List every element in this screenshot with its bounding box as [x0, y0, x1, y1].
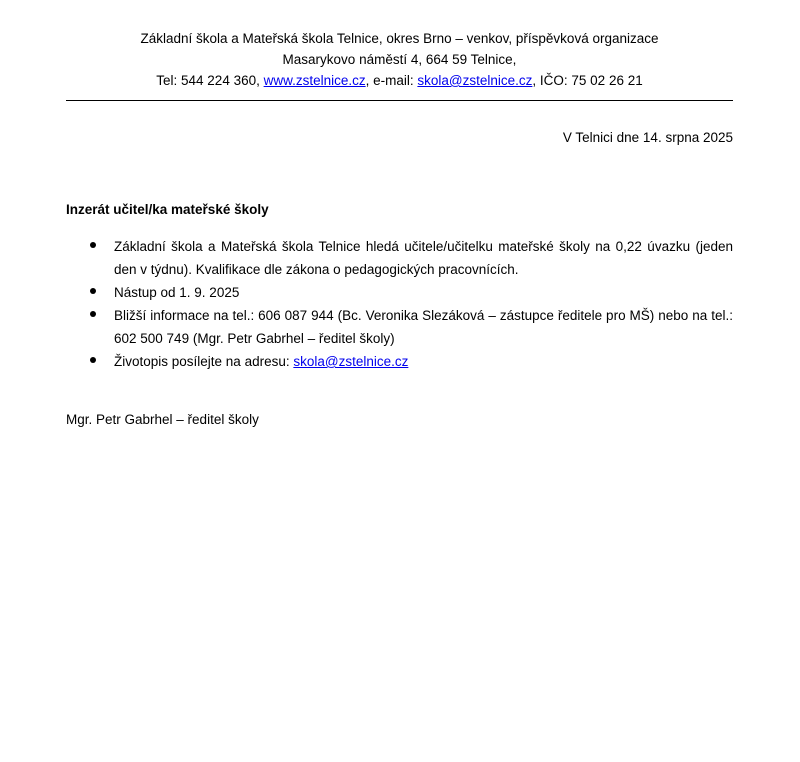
cv-email-link[interactable]: skola@zstelnice.cz: [293, 354, 409, 369]
document-title: Inzerát učitel/ka mateřské školy: [66, 202, 269, 217]
letterhead-phone: Tel: 544 224 360,: [156, 73, 264, 88]
list-item-text: Bližší informace na tel.: 606 087 944 (Bc. Veronika Slezáková – zástupce ředitele pro MŠ) nebo na tel.: 602 500 749 (Mgr. Petr Gabrhel – ředitel školy): [114, 308, 733, 346]
list-item: [66, 350, 733, 373]
bullet-list: [66, 235, 733, 373]
letterhead-email-link[interactable]: skola@zstelnice.cz: [417, 73, 533, 88]
list-item-text: Základní škola a Mateřská škola Telnice hledá učitele/učitelku mateřské školy na 0,22 úvazku (jeden den v týdnu). Kvalifikace dle zákona o pedagogických pracovnících.: [114, 239, 733, 277]
list-item-text: Nástup od 1. 9. 2025: [114, 285, 240, 300]
letterhead-contacts: [66, 70, 733, 91]
email-label: , e-mail:: [365, 73, 418, 88]
bullet-icon: [90, 357, 96, 363]
letterhead: [66, 28, 733, 91]
list-item: [66, 235, 733, 281]
signature: Mgr. Petr Gabrhel – ředitel školy: [66, 412, 259, 427]
letterhead-ico: , IČO: 75 02 26 21: [532, 73, 643, 88]
bullet-icon: [90, 311, 96, 317]
bullet-icon: [90, 288, 96, 294]
list-item: [66, 281, 733, 304]
list-item-text: Životopis posílejte na adresu:: [114, 354, 294, 369]
letterhead-address: Masarykovo náměstí 4, 664 59 Telnice,: [282, 52, 517, 67]
bullet-icon: [90, 242, 96, 248]
list-item: [66, 304, 733, 350]
header-divider: [66, 100, 733, 101]
letterhead-school-name: Základní škola a Mateřská škola Telnice, okres Brno – venkov, příspěvková organizace: [140, 31, 659, 46]
website-link[interactable]: www.zstelnice.cz: [263, 73, 366, 88]
date-line: V Telnici dne 14. srpna 2025: [562, 130, 733, 145]
